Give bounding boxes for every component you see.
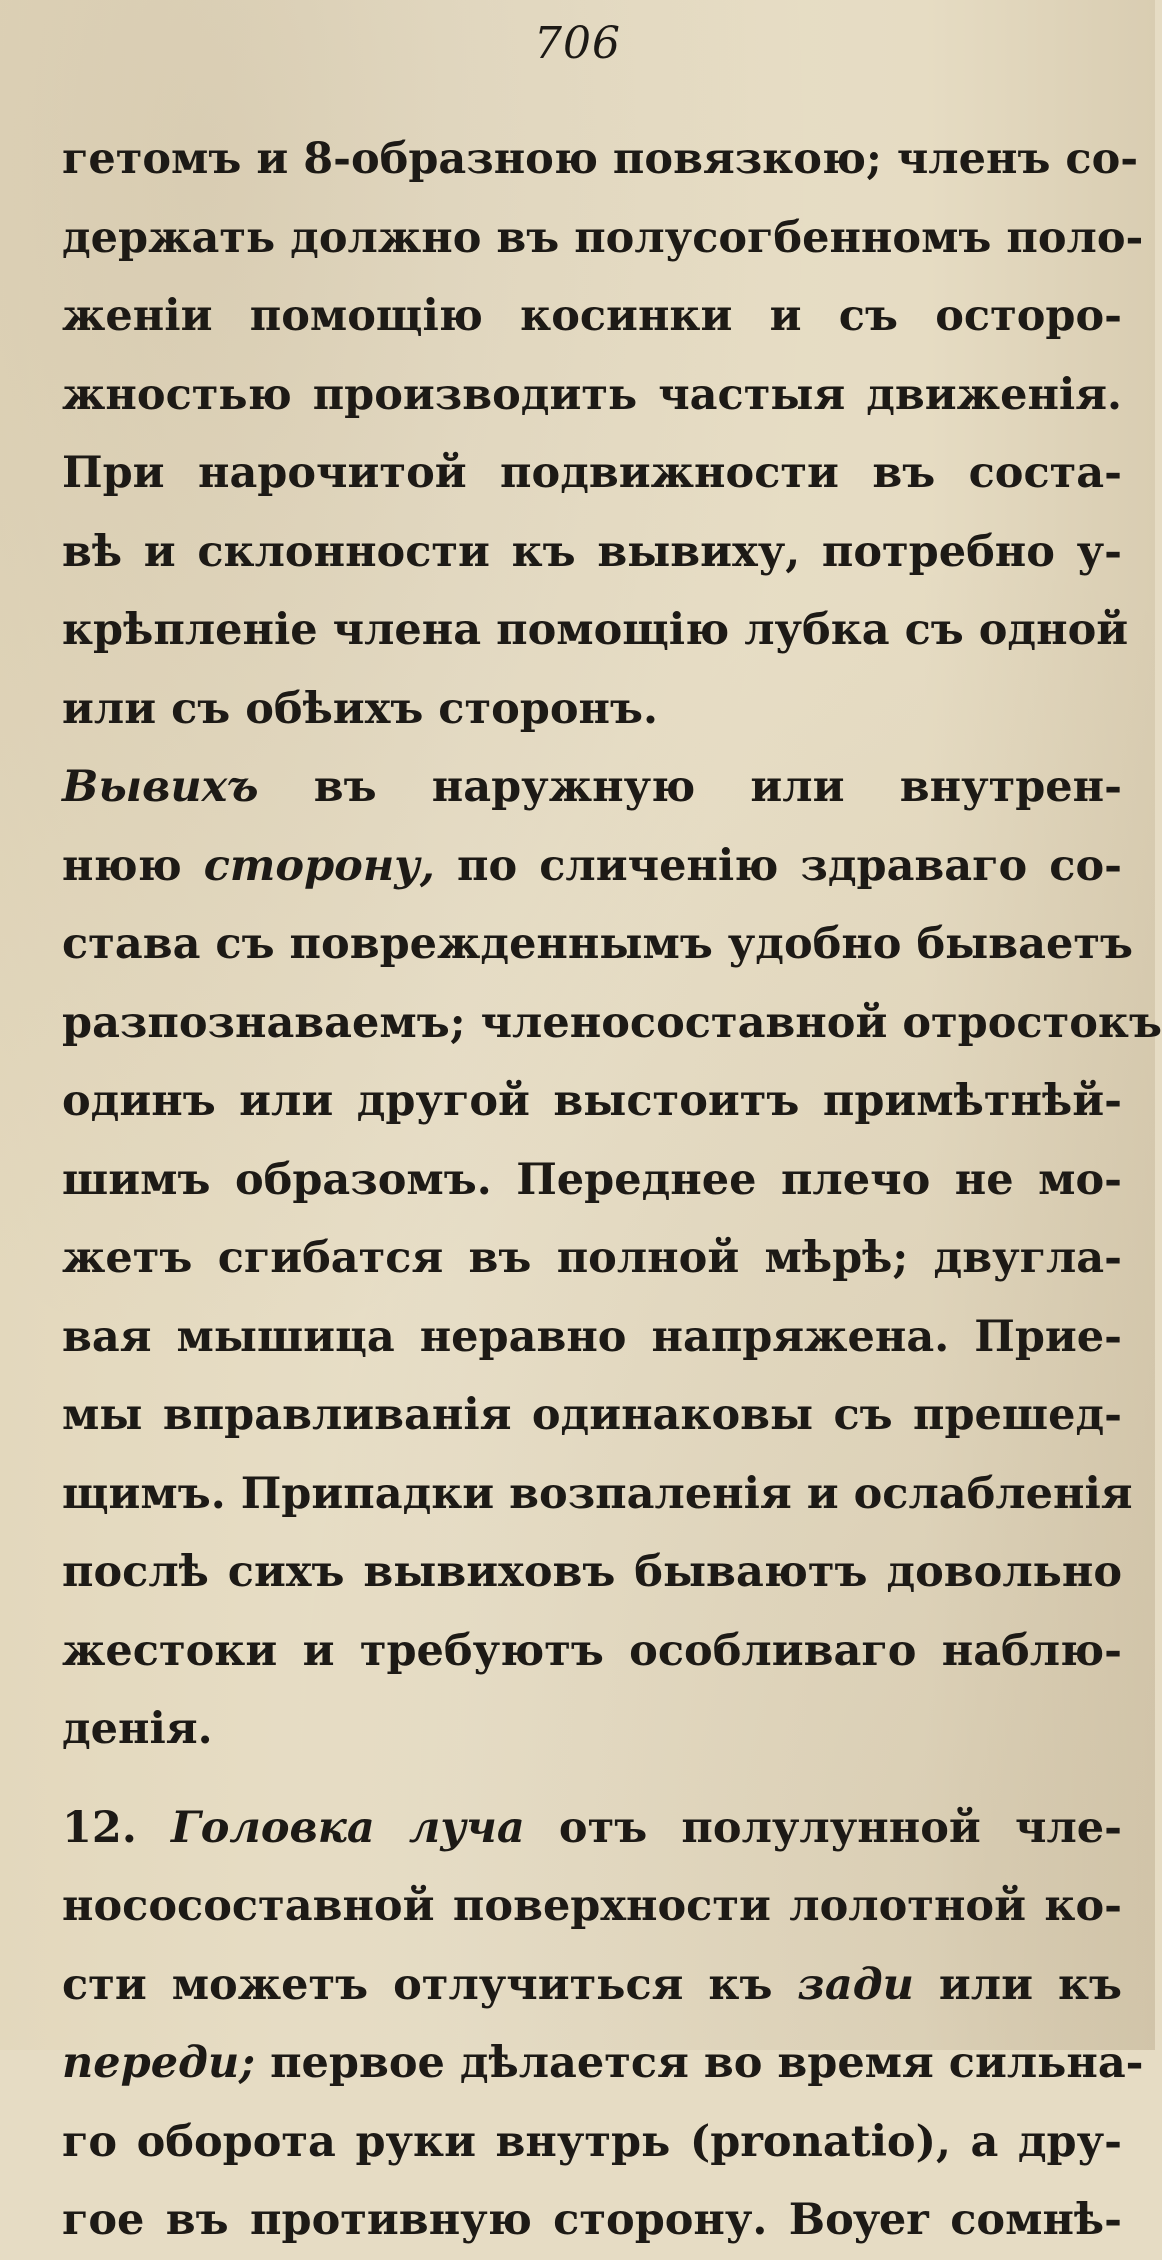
- text-line: [62, 1946, 1122, 2025]
- text-line: [62, 748, 1122, 827]
- text-line: вѣ и склонности къ вывиху, потребно у-: [62, 526, 1122, 577]
- text-line: става съ поврежденнымъ удобно бываетъ: [62, 919, 1133, 969]
- text-line: жестоки и требуютъ особливаго наблю-: [62, 1625, 1122, 1676]
- text-line: одинъ или другой выстоитъ примѣтнѣй-: [62, 1076, 1122, 1126]
- text-span: по сличенію здраваго со-: [434, 840, 1122, 891]
- text-line: крѣпленіе члена помощію лубка съ одной: [62, 605, 1129, 655]
- text-line: вая мышица неравно напряжена. Прие-: [62, 1311, 1122, 1362]
- text-line: [62, 1789, 1122, 1868]
- text-line: мы вправливанія одинаковы съ прешед-: [62, 1390, 1122, 1440]
- text-span: въ наружную или внутрен-: [258, 762, 1122, 812]
- text-line: нососоставной поверхности лолотной ко-: [62, 1881, 1122, 1931]
- text-body: [62, 120, 1162, 2260]
- text-line: разпознаваемъ; членосоставной отростокъ: [62, 997, 1162, 1048]
- italic-span: Вывихъ: [62, 762, 259, 812]
- text-line: жностью производить частыя движенія.: [62, 369, 1122, 420]
- italic-span: переди;: [62, 2038, 256, 2088]
- text-span: или къ: [913, 1959, 1122, 2010]
- text-line: гетомъ и 8-образною повязкою; членъ со-: [62, 134, 1139, 184]
- text-line: шимъ образомъ. Переднее плечо не мо-: [62, 1154, 1122, 1205]
- text-span: сти можетъ отлучиться къ: [62, 1959, 798, 2010]
- italic-span: зади: [797, 1959, 914, 2010]
- text-line: [62, 827, 1122, 906]
- text-line: щимъ. Припадки возпаленія и ослабленія: [62, 1468, 1133, 1519]
- text-line: послѣ сихъ вывиховъ бываютъ довольно: [62, 1547, 1122, 1597]
- text-line: женіи помощію косинки и съ осторо-: [62, 291, 1122, 341]
- text-line: При нарочитой подвижности въ соста-: [62, 448, 1122, 498]
- text-line: го оборота руки внутрь (pronatio), а дру-: [62, 2116, 1122, 2167]
- text-line: денія.: [62, 1704, 213, 1754]
- text-span: нюю: [62, 840, 204, 891]
- text-line: держать должно въ полусогбенномъ поло-: [62, 212, 1144, 263]
- text-span: отъ полулунной чле-: [524, 1802, 1122, 1853]
- text-line: или съ обѣихъ сторонъ.: [62, 683, 658, 734]
- text-line: [62, 2024, 1144, 2103]
- text-line: жетъ сгибатся въ полной мѣрѣ; двугла-: [62, 1233, 1122, 1283]
- italic-span: сторону,: [203, 840, 435, 891]
- text-line: гое въ противную сторону. Boyer сомнѣ-: [62, 2195, 1122, 2245]
- italic-span: Головка луча: [171, 1802, 525, 1853]
- text-span: первое дѣлается во время сильна-: [255, 2038, 1144, 2088]
- text-span: 12.: [62, 1802, 172, 1853]
- page-number: 706: [534, 18, 621, 69]
